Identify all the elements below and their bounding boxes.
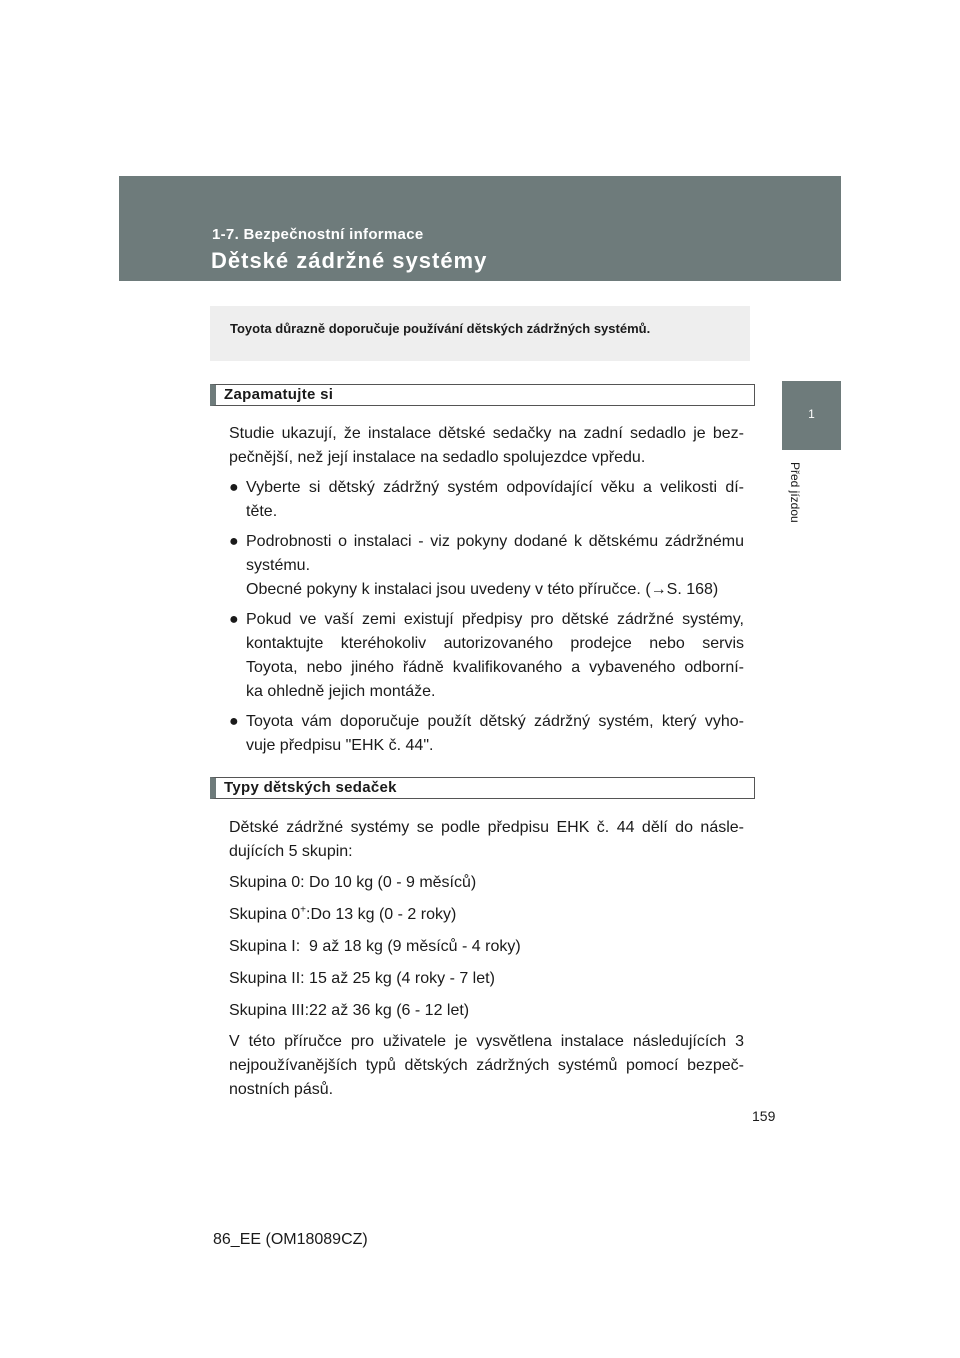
types-outro-line-3: nostních pásů. [229, 1081, 334, 1098]
bullet-icon: ● [229, 533, 239, 550]
remember-para-line-1: Studie ukazují, že instalace dětské sedačky na zadní sedadlo je bez- [229, 425, 744, 442]
bullet-3-line-2: kontaktujte kteréhokoliv autorizovaného prodejce nebo servis [246, 635, 744, 652]
header-band [119, 176, 841, 281]
group-1: Skupina I: 9 až 18 kg (9 měsíců - 4 roky) [229, 938, 521, 955]
types-heading [210, 777, 755, 799]
types-outro-line-2: nejpoužívanějších typů dětských zádržných systémů pomocí bezpeč- [229, 1057, 744, 1074]
section-label: 1-7. Bezpečnostní informace [212, 226, 424, 243]
group-0-plus [229, 903, 456, 927]
chapter-tab[interactable] [782, 381, 841, 450]
intro-text: Toyota důrazně doporučuje používání dětských zádržných systémů. [230, 321, 651, 336]
bullet-4-line-2: vuje předpisu "EHK č. 44". [246, 737, 434, 754]
bullet-3-line-4: ka ohledně jejich montáže. [246, 683, 436, 700]
group-0-plus-label: Skupina 0 [229, 906, 301, 923]
types-outro-line-1: V této příručce pro uživatele je vysvětlena instalace následujících 3 [229, 1033, 744, 1050]
types-para-line-2: dujících 5 skupin: [229, 843, 353, 860]
group-2: Skupina II: 15 až 25 kg (4 roky - 7 let) [229, 970, 495, 987]
bullet-icon: ● [229, 479, 239, 496]
bullet-3-line-1: Pokud ve vaší zemi existují předpisy pro dětské zádržné systémy, [246, 611, 744, 628]
page-number: 159 [752, 1108, 776, 1124]
bullet-1-line-1: Vyberte si dětský zádržný systém odpovídající věku a velikosti dí- [246, 479, 744, 496]
bullet-2-line-3: Obecné pokyny k instalaci jsou uvedeny v této příručce. (→S. 168) [246, 581, 719, 598]
types-heading-text: Typy dětských sedaček [224, 779, 397, 796]
document-id: 86_EE (OM18089CZ) [213, 1231, 368, 1248]
bullet-2-line-1: Podrobnosti o instalaci - viz pokyny dodané k dětskému zádržnému [246, 533, 744, 550]
group-0-plus-sup: + [300, 904, 307, 916]
types-para-line-1: Dětské zádržné systémy se podle předpisu EHK č. 44 dělí do násle- [229, 819, 744, 836]
group-0-plus-value: :Do 13 kg (0 - 2 roky) [306, 906, 457, 923]
bullet-2-line-2: systému. [246, 557, 311, 574]
chapter-label: Před jízdou [788, 462, 802, 523]
group-0: Skupina 0: Do 10 kg (0 - 9 měsíců) [229, 874, 477, 891]
group-3: Skupina III:22 až 36 kg (6 - 12 let) [229, 1002, 470, 1019]
bullet-icon: ● [229, 611, 239, 628]
bullet-1-line-2: těte. [246, 503, 278, 520]
intro-box [210, 306, 750, 361]
remember-heading [210, 384, 755, 406]
remember-heading-text: Zapamatujte si [224, 386, 334, 403]
page-title: Dětské zádržné systémy [211, 248, 488, 273]
bullet-4-line-1: Toyota vám doporučuje použít dětský zádržný systém, který vyho- [246, 713, 744, 730]
bullet-icon: ● [229, 713, 239, 730]
chapter-number: 1 [808, 407, 815, 421]
remember-para-line-2: pečnější, než její instalace na sedadlo spolujezdce vpředu. [229, 449, 646, 466]
bullet-3-line-3: Toyota, nebo jiného řádně kvalifikovaného a vybaveného odborní- [246, 659, 744, 676]
